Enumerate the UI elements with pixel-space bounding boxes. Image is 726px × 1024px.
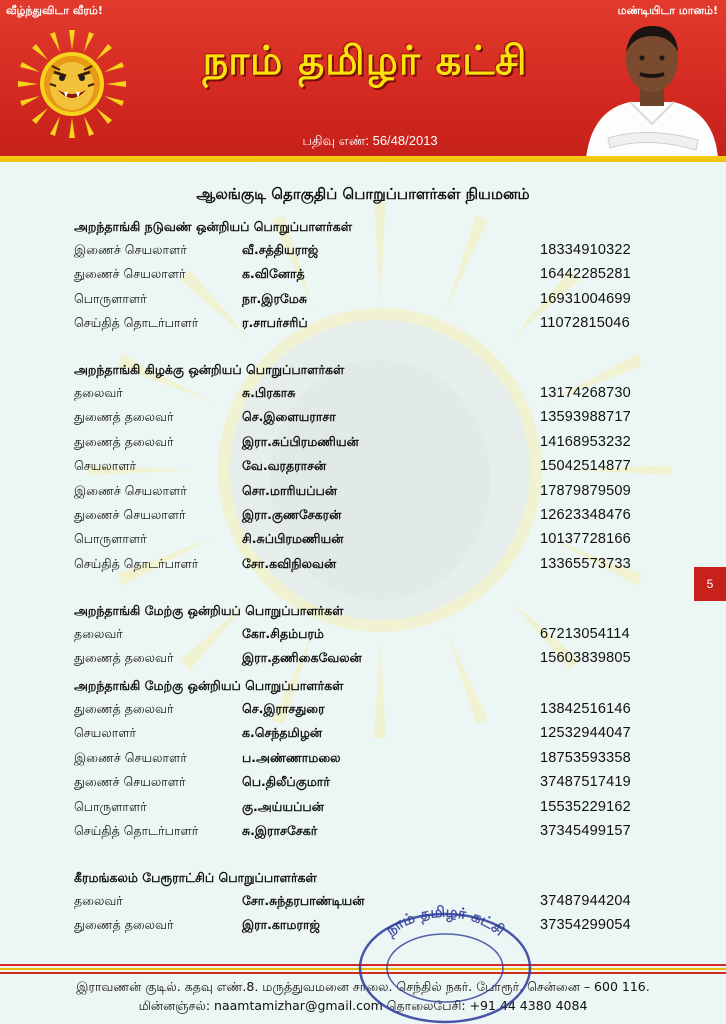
phone-number: 37354299054 [540,917,631,934]
member-name: பெ.திலீப்குமார் [242,774,330,790]
section-title: அறந்தாங்கி நடுவண் ஒன்றியப் பொறுப்பாளர்கள் [74,219,352,234]
appointment-row [74,774,644,798]
section-title: அறந்தாங்கி மேற்கு ஒன்றியப் பொறுப்பாளர்கள் [74,603,344,618]
phone-number: 17879879509 [540,482,631,499]
role-label: தலைவர் [74,893,123,908]
role-label: துணைத் தலைவர் [74,650,174,666]
role-label: துணைத் தலைவர் [74,433,174,449]
slogan-right: மண்டியிடா மானம்! [617,4,718,17]
official-seal-stamp [356,902,534,1024]
phone-number: 18334910322 [540,242,631,258]
member-name: சி.சுப்பிரமணியன் [242,531,344,547]
appointment-row [74,385,644,409]
member-name: செ.இராசதுரை [242,701,325,716]
phone-number: 13174268730 [540,385,631,401]
appointment-row [74,725,644,749]
role-label: துணைத் தலைவர் [74,701,174,716]
phone-number: 13365573733 [540,555,631,572]
appointment-row [74,701,644,725]
appointment-row [74,483,644,507]
role-label: செய்தித் தொடர்பாளர் [74,823,199,838]
section-title: அறந்தாங்கி மேற்கு ஒன்றியப் பொறுப்பாளர்கள் [74,678,344,693]
page-title: ஆலங்குடி தொகுதிப் பொறுப்பாளர்கள் நியமனம் [196,185,530,203]
member-name: வே.வரதராசன் [242,458,327,474]
role-label: இணைச் செயலாளர் [74,482,187,498]
tiger-emblem-icon [16,28,128,140]
role-label: துணைச் செயலாளர் [74,507,186,522]
appointment-row [74,626,644,650]
appointment-row [74,434,644,458]
phone-number: 37345499157 [540,823,631,839]
member-name: க.செந்தமிழன் [242,725,323,741]
appointment-row [74,823,644,847]
appointment-row [74,409,644,433]
member-name: இரா.காமராஜ் [242,917,320,933]
member-name: சோ.சுந்தரபாண்டியன் [242,893,365,908]
role-label: பொருளாளர் [74,290,147,306]
phone-number: 12623348476 [540,507,631,523]
member-name: ர.சாபர்சரிப் [242,315,308,331]
role-label: தலைவர் [74,385,123,400]
member-name: ப.அண்ணாமலை [242,749,341,765]
party-name-logo: நாம் தமிழர் கட்சி [202,37,528,84]
phone-number: 15042514877 [540,458,631,475]
phone-number: 67213054114 [540,626,630,642]
member-name: சு.பிரகாசு [242,385,296,400]
role-label: பொருளாளர் [74,798,147,814]
phone-number: 16931004699 [540,290,631,307]
phone-number: 15535229162 [540,798,631,815]
member-name: கோ.சிதம்பரம் [242,626,324,641]
member-name: கு.அய்யப்பன் [242,798,324,814]
phone-number: 18753593358 [540,749,631,766]
appointment-row [74,507,644,531]
page-number-tab: 5 [694,567,726,601]
phone-number: 15603839805 [540,650,631,667]
phone-number: 13842516146 [540,701,631,717]
phone-number: 37487517419 [540,774,631,791]
appointment-row [74,266,644,290]
appointment-row [74,556,644,580]
phone-number: 16442285281 [540,266,631,283]
member-name: க.வினோத் [242,266,305,282]
phone-number: 12532944047 [540,725,631,742]
member-name: நா.இரமேசு [242,290,308,306]
role-label: துணைச் செயலாளர் [74,774,186,790]
role-label: துணைத் தலைவர் [74,409,174,425]
appointment-row [74,242,644,266]
member-name: சு.இராசசேகர் [242,823,318,838]
appointment-row [74,750,644,774]
phone-number: 10137728166 [540,531,631,548]
role-label: இணைச் செயலாளர் [74,749,187,765]
appointment-row [74,315,644,339]
phone-number: 14168953232 [540,433,631,450]
role-label: இணைச் செயலாளர் [74,242,187,257]
stamp-text: நாம் தமிழர் கட்சி [382,902,509,940]
appointment-row [74,291,644,315]
role-label: செய்தித் தொடர்பாளர் [74,555,199,571]
slogan-left: வீழ்ந்துவிடா வீரம்! [6,4,103,17]
role-label: துணைச் செயலாளர் [74,266,186,282]
role-label: துணைத் தலைவர் [74,917,174,933]
role-label: தலைவர் [74,626,123,641]
appointment-row [74,650,644,674]
registration-number: பதிவு எண்: 56/48/2013 [302,133,438,148]
leader-portrait [578,14,726,158]
appointment-row [74,531,644,555]
phone-number: 11072815046 [540,315,630,332]
member-name: இரா.சுப்பிரமணியன் [242,433,359,449]
footer-address: இராவணன் குடில். கதவு எண்.8. மருத்துவமனை சாலை. செந்தில் நகர். போரூர். சென்னை – 600 116. [76,979,650,994]
svg-text:நாம் தமிழர் கட்சி [381,903,508,941]
section-title: அறந்தாங்கி கிழக்கு ஒன்றியப் பொறுப்பாளர்கள் [74,362,345,377]
role-label: செயலாளர் [74,458,137,474]
phone-number: 37487944204 [540,893,631,909]
header-yellow-band [0,156,726,162]
member-name: சொ.மாரியப்பன் [242,482,337,498]
member-name: இரா.தணிகைவேலன் [242,650,362,666]
member-name: வீ.சத்தியராஜ் [242,242,319,257]
section-title: கீரமங்கலம் பேரூராட்சிப் பொறுப்பாளர்கள் [74,870,317,885]
letterhead-header [0,0,726,162]
member-name: சோ.கவிநிலவன் [242,555,337,571]
role-label: செயலாளர் [74,725,137,741]
phone-number: 13593988717 [540,409,631,426]
footer-contact: மின்னஞ்சல்: naamtamizhar@gmail.com தொலைபேசி: +91 44 4380 4084 [138,998,588,1013]
appointment-row [74,458,644,482]
role-label: செய்தித் தொடர்பாளர் [74,315,199,331]
role-label: பொருளாளர் [74,531,147,547]
member-name: இரா.குணசேகரன் [242,507,342,522]
appointment-row [74,799,644,823]
member-name: செ.இளையராசா [242,409,336,425]
